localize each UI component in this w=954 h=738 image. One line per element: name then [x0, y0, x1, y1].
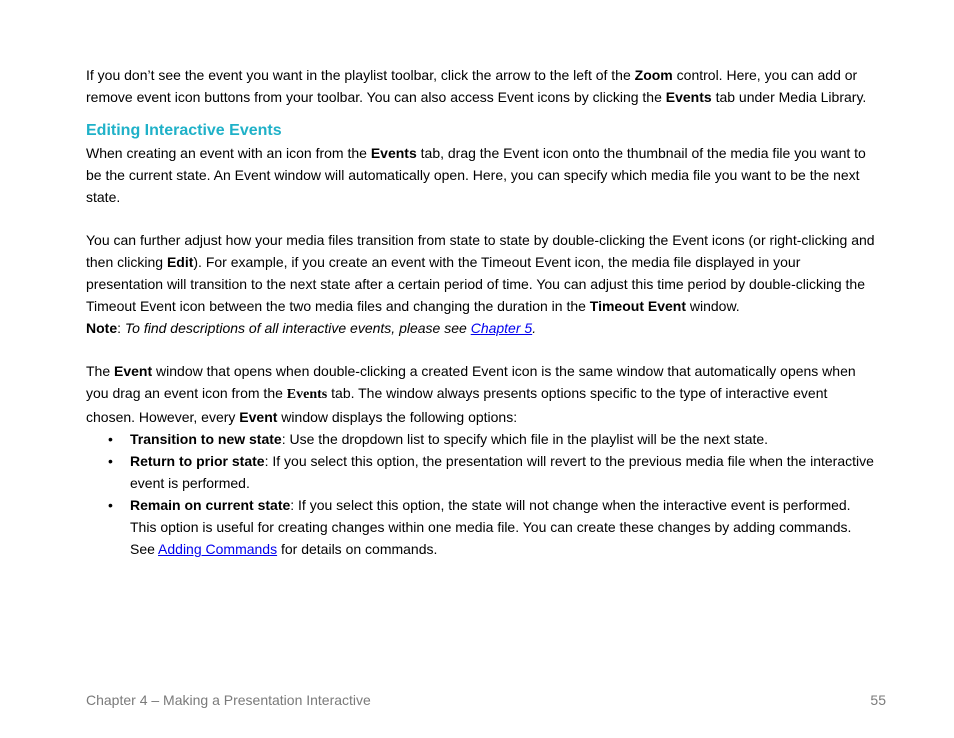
bold-text: Event — [114, 363, 153, 379]
text: control. Here, you can add or remove event icon buttons from your toolbar. You can also access Event icons by clicking the — [86, 67, 858, 105]
text: window that opens when double-clicking a created Event icon is the same window that automatically opens when you drag an event icon from the — [86, 363, 856, 401]
text: The — [86, 363, 115, 379]
document-body — [86, 64, 876, 560]
bullet-icon: • — [108, 497, 113, 513]
text: : If you select this option, the state will not change when the interactive event is performed. This option is useful for creating changes within one media file. You can create these changes by adding commands. See — [130, 497, 852, 557]
bullet-icon: • — [108, 431, 113, 447]
text: tab, drag the Event icon onto the thumbnail of the media file you want to be the current state. An Event window will automatically open. Here, you can specify which media file you want to be the next state. — [86, 145, 866, 205]
text: When creating an event with an icon from the — [86, 145, 371, 161]
text: If you don’t see the event you want in the playlist toolbar, click the arrow to the left of the — [86, 67, 635, 83]
text: . — [532, 320, 537, 336]
note-label: Note — [86, 320, 118, 336]
text: window displays the following options: — [277, 409, 518, 425]
bold-text: Events — [665, 89, 712, 105]
list-item — [86, 494, 876, 560]
bold-text: Return to prior state — [130, 453, 265, 469]
text: tab. The window always presents options specific to the type of interactive event chosen. However, every — [86, 385, 828, 425]
bold-text: Event — [239, 409, 278, 425]
text: : If you select this option, the presentation will revert to the previous media file when the interactive event is performed. — [130, 453, 874, 491]
chapter-5-link[interactable]: Chapter 5 — [470, 320, 533, 336]
text: To find descriptions of all interactive events, please see — [124, 320, 471, 336]
adjust-transition-paragraph — [86, 229, 876, 317]
list-item — [86, 428, 876, 450]
text: for details on commands. — [277, 541, 438, 557]
note-text — [125, 320, 536, 336]
page-footer — [86, 692, 886, 708]
event-window-paragraph — [86, 360, 876, 428]
adding-commands-link[interactable]: Adding Commands — [158, 541, 278, 557]
bold-serif-text: Events — [286, 387, 328, 402]
text: : Use the dropdown list to specify which file in the playlist will be the next state. — [281, 431, 769, 447]
bold-text: Transition to new state — [130, 431, 282, 447]
bold-text: Zoom — [634, 67, 673, 83]
section-heading: Editing Interactive Events — [86, 122, 282, 139]
bold-text: Events — [370, 145, 417, 161]
list-item — [86, 450, 876, 494]
text: : — [117, 320, 125, 336]
bullet-icon: • — [108, 453, 113, 469]
creating-events-paragraph — [86, 142, 876, 208]
footer-chapter-title: Chapter 4 – Making a Presentation Interactive — [86, 692, 371, 708]
text: You can further adjust how your media files transition from state to state by double-clicking the Event icons (or right-clicking and then clicking — [86, 232, 875, 270]
bold-text: Remain on current state — [130, 497, 291, 513]
page-number: 55 — [870, 692, 886, 708]
text: tab under Media Library. — [711, 89, 867, 105]
intro-paragraph — [86, 64, 876, 108]
options-list — [86, 428, 876, 560]
text: ). For example, if you create an event with the Timeout Event icon, the media file displayed in your presentation will transition to the next state after a certain period of time. You can adjust this time period by double-clicking the Timeout Event icon between the two media files and changing the duration in the — [86, 254, 865, 314]
bold-text: Timeout Event — [589, 298, 686, 314]
bold-text: Edit — [166, 254, 194, 270]
text: window. — [686, 298, 740, 314]
note-paragraph — [86, 317, 876, 339]
